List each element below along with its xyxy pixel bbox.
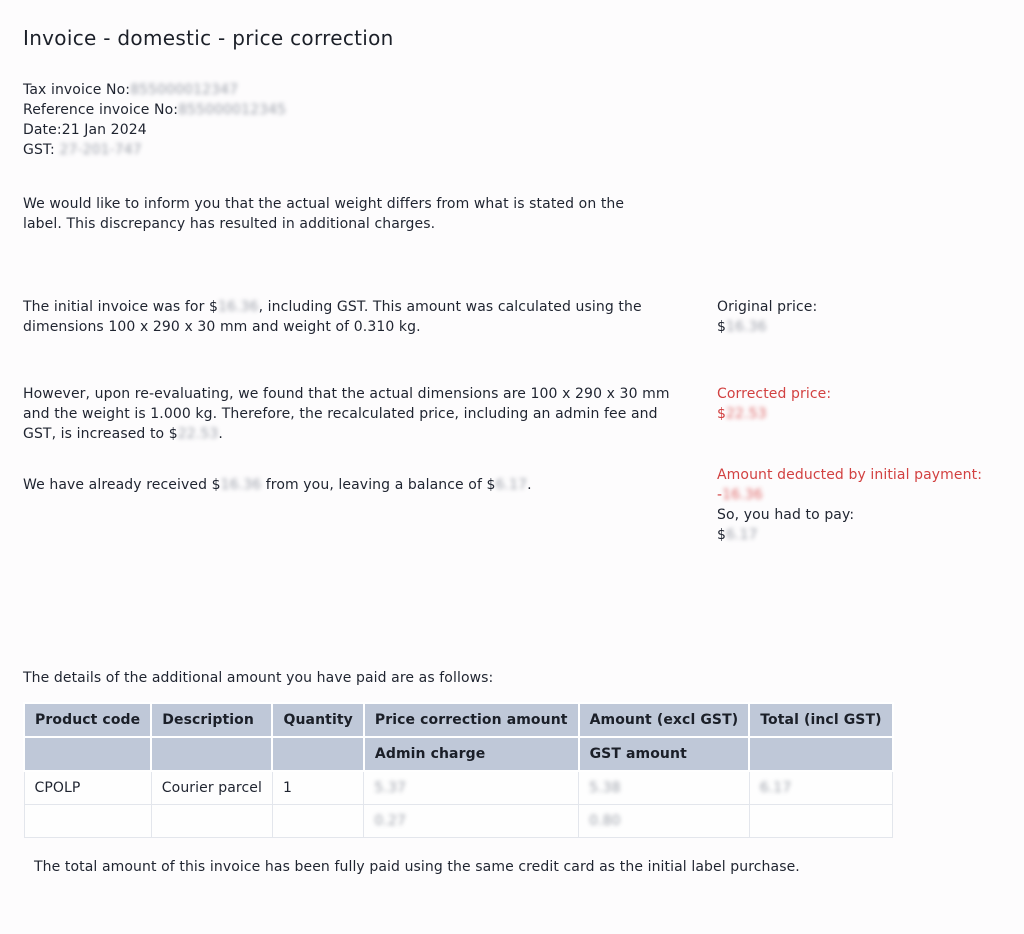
payment-summary-block xyxy=(717,465,982,545)
recalculation-paragraph xyxy=(23,384,683,444)
amount-excl-gst-value: 5.38 xyxy=(589,780,621,796)
table-row xyxy=(24,805,893,838)
table-row xyxy=(24,771,893,805)
header-product-code: Product code xyxy=(24,703,151,737)
recalc-amount: 22.53 xyxy=(177,426,219,442)
original-price-block xyxy=(717,297,817,337)
payment-footer-note: The total amount of this invoice has been fully paid using the same credit card as the initial label purchase. xyxy=(34,859,800,875)
reference-invoice-label: Reference invoice No: xyxy=(23,102,179,118)
gst-label: GST: xyxy=(23,142,55,158)
subheader-admin-charge: Admin charge xyxy=(364,737,579,771)
initial-invoice-paragraph xyxy=(23,297,683,337)
pay-line xyxy=(717,525,982,545)
date-label: Date: xyxy=(23,122,62,138)
cell-empty xyxy=(749,805,892,838)
tax-invoice-label: Tax invoice No: xyxy=(23,82,131,98)
price-correction-value: 5.37 xyxy=(374,780,406,796)
cell-empty xyxy=(151,805,272,838)
cell-description: Courier parcel xyxy=(151,771,272,805)
date-line xyxy=(23,120,286,140)
original-price-label: Original price: xyxy=(717,299,818,315)
header-total-incl-gst: Total (incl GST) xyxy=(749,703,892,737)
corrected-price-value: 22.53 xyxy=(726,406,767,422)
subheader-gst-amount: GST amount xyxy=(579,737,750,771)
pay-label: So, you had to pay: xyxy=(717,507,855,523)
received-text-middle: from you, leaving a balance of $ xyxy=(261,477,496,493)
subheader-cell xyxy=(151,737,272,771)
invoice-meta xyxy=(23,80,286,160)
cell-total-incl-gst xyxy=(749,771,892,805)
cell-empty xyxy=(24,805,151,838)
cell-amount-excl-gst xyxy=(579,771,750,805)
corrected-price-label: Corrected price: xyxy=(717,386,832,402)
weight-notice: We would like to inform you that the actual weight differs from what is stated on the label. This discrepancy has resulted in additional charges. xyxy=(23,196,625,232)
deducted-value: 16.36 xyxy=(722,487,763,503)
table-header-row xyxy=(24,703,893,737)
initial-amount: 16.36 xyxy=(217,299,259,315)
cell-product-code: CPOLP xyxy=(24,771,151,805)
date-value: 21 Jan 2024 xyxy=(61,122,147,138)
subheader-cell xyxy=(272,737,363,771)
original-price-line xyxy=(717,317,817,337)
tax-invoice-line xyxy=(23,80,286,100)
details-intro: The details of the additional amount you have paid are as follows: xyxy=(23,670,494,686)
corrected-price-line xyxy=(717,404,831,424)
corrected-price-prefix: $ xyxy=(717,406,727,422)
original-price-prefix: $ xyxy=(717,319,727,335)
balance-paragraph xyxy=(23,475,683,495)
subheader-cell xyxy=(24,737,151,771)
total-incl-gst-value: 6.17 xyxy=(759,780,792,796)
received-text-before: We have already received $ xyxy=(23,477,221,493)
balance-amount: 6.17 xyxy=(495,477,528,493)
deducted-label: Amount deducted by initial payment: xyxy=(717,467,983,483)
cell-gst-amount xyxy=(579,805,750,838)
received-amount: 16.36 xyxy=(220,477,262,493)
initial-text-after: , including GST. This amount was calculated using the dimensions 100 x 290 x 30 mm and weight of 0.310 kg. xyxy=(23,299,642,335)
header-description: Description xyxy=(151,703,272,737)
gst-line xyxy=(23,140,286,160)
original-price-value: 16.36 xyxy=(726,319,767,335)
deducted-prefix: - xyxy=(717,487,723,503)
header-amount-excl-gst: Amount (excl GST) xyxy=(579,703,750,737)
gst-amount-value: 0.80 xyxy=(589,813,621,829)
received-text-after: . xyxy=(527,477,532,493)
gst-number: 27-201-747 xyxy=(59,142,142,158)
cell-quantity: 1 xyxy=(272,771,363,805)
corrected-price-block xyxy=(717,384,831,424)
admin-charge-value: 0.27 xyxy=(374,813,406,829)
deducted-line xyxy=(717,485,982,505)
page-title: Invoice - domestic - price correction xyxy=(23,26,394,50)
pay-value: 6.17 xyxy=(726,527,758,543)
header-price-correction: Price correction amount xyxy=(364,703,579,737)
cell-empty xyxy=(272,805,363,838)
charges-table xyxy=(23,702,894,838)
cell-admin-charge xyxy=(364,805,579,838)
cell-price-correction xyxy=(364,771,579,805)
reference-invoice-number: 855000012345 xyxy=(178,102,287,118)
subheader-cell xyxy=(749,737,892,771)
initial-text-before: The initial invoice was for $ xyxy=(23,299,218,315)
tax-invoice-number: 855000012347 xyxy=(130,82,239,98)
recalc-text-before: However, upon re-evaluating, we found that the actual dimensions are 100 x 290 x 30 mm and the weight is 1.000 kg. Therefore, the recalculated price, including an admin fee and GST, is increased to $ xyxy=(23,386,670,442)
recalc-text-after: . xyxy=(218,426,223,442)
header-quantity: Quantity xyxy=(272,703,363,737)
pay-prefix: $ xyxy=(717,527,727,543)
table-subheader-row xyxy=(24,737,893,771)
reference-invoice-line xyxy=(23,100,286,120)
